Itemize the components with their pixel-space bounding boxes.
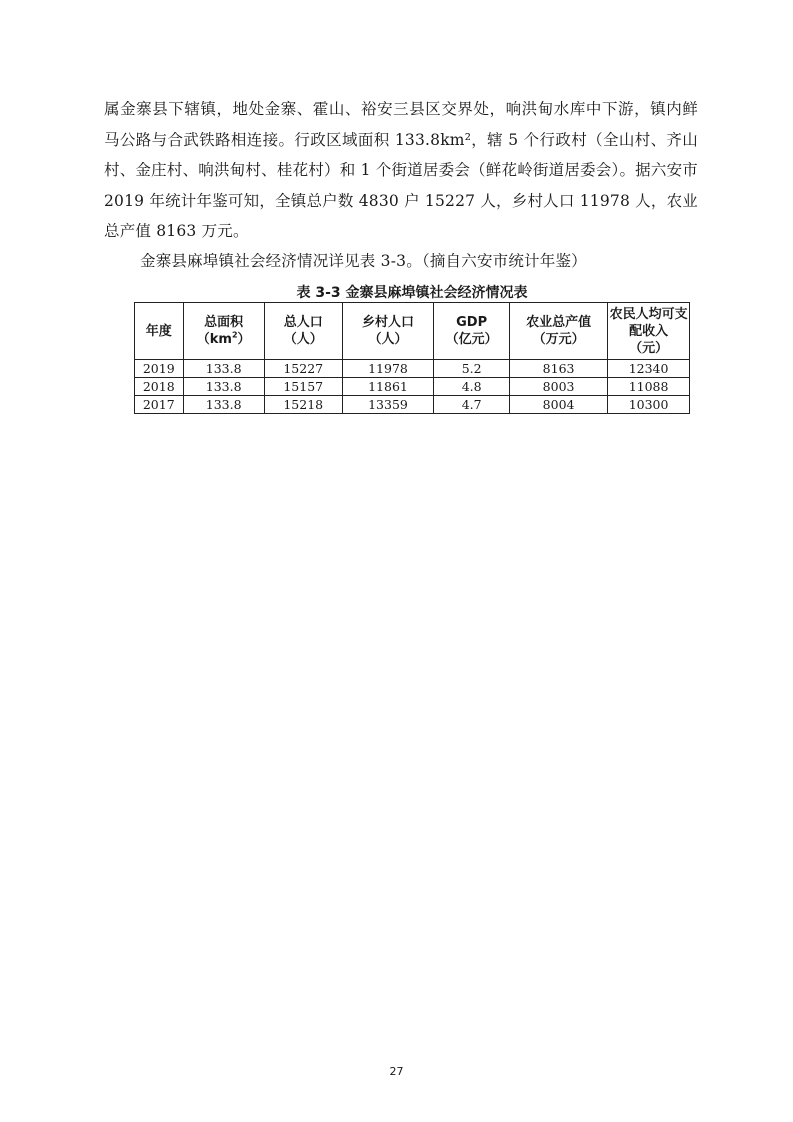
cell-population: 15157 [264, 378, 342, 396]
table-reference-paragraph: 金寨县麻埠镇社会经济情况详见表 3-3。（摘自六安市统计年鉴） [140, 252, 587, 270]
cell-rural: 13359 [342, 396, 434, 414]
page-number: 27 [389, 1065, 404, 1078]
cell-rural: 11861 [342, 378, 434, 396]
cell-agri: 8163 [510, 360, 608, 378]
cell-agri: 8004 [510, 396, 608, 414]
cell-year: 2019 [135, 360, 184, 378]
cell-rural: 11978 [342, 360, 434, 378]
table-row [135, 360, 690, 378]
cell-gdp: 4.8 [434, 378, 510, 396]
header-year: 年度 [135, 303, 184, 360]
table-caption: 表 3-3 金寨县麻埠镇社会经济情况表 [296, 285, 528, 301]
cell-population: 15218 [264, 396, 342, 414]
body-paragraph: 属金寨县下辖镇，地处金寨、霍山、裕安三县区交界处，响洪甸水库中下游，镇内鲜马公路与合武铁路相连接。行政区域面积 133.8km²，辖 5 个行政村（全山村、齐山村、金庄村、响洪甸村、桂花村）和 1 个街道居委会（鲜花岭街道居委会）。据六安市 2019 年统计年鉴可知，全镇总户数 4830 户 15227 人，乡村人口 11978 人，农业总产值 8163 万元。 [104, 100, 698, 240]
table-header-row [135, 303, 690, 360]
header-area [183, 303, 264, 360]
header-agricultural-output: 农业总产值 （万元） [510, 303, 608, 360]
cell-year: 2017 [135, 396, 184, 414]
table-row [135, 378, 690, 396]
cell-gdp: 4.7 [434, 396, 510, 414]
header-gdp: GDP （亿元） [434, 303, 510, 360]
cell-year: 2018 [135, 378, 184, 396]
header-farmer-income: 农民人均可支 配收入 （元） [608, 303, 690, 360]
table-row [135, 396, 690, 414]
cell-income: 10300 [608, 396, 690, 414]
cell-income: 12340 [608, 360, 690, 378]
cell-population: 15227 [264, 360, 342, 378]
cell-gdp: 5.2 [434, 360, 510, 378]
header-rural-population: 乡村人口 （人） [342, 303, 434, 360]
header-area-unit-open: （km [196, 332, 232, 347]
header-population: 总人口 （人） [264, 303, 342, 360]
cell-agri: 8003 [510, 378, 608, 396]
header-area-unit-close: ） [237, 332, 251, 347]
cell-area: 133.8 [183, 378, 264, 396]
header-area-unit-sup: 2 [231, 330, 238, 340]
cell-area: 133.8 [183, 360, 264, 378]
socioeconomic-table [134, 302, 690, 414]
cell-area: 133.8 [183, 396, 264, 414]
header-area-title: 总面积 [204, 315, 244, 330]
cell-income: 11088 [608, 378, 690, 396]
